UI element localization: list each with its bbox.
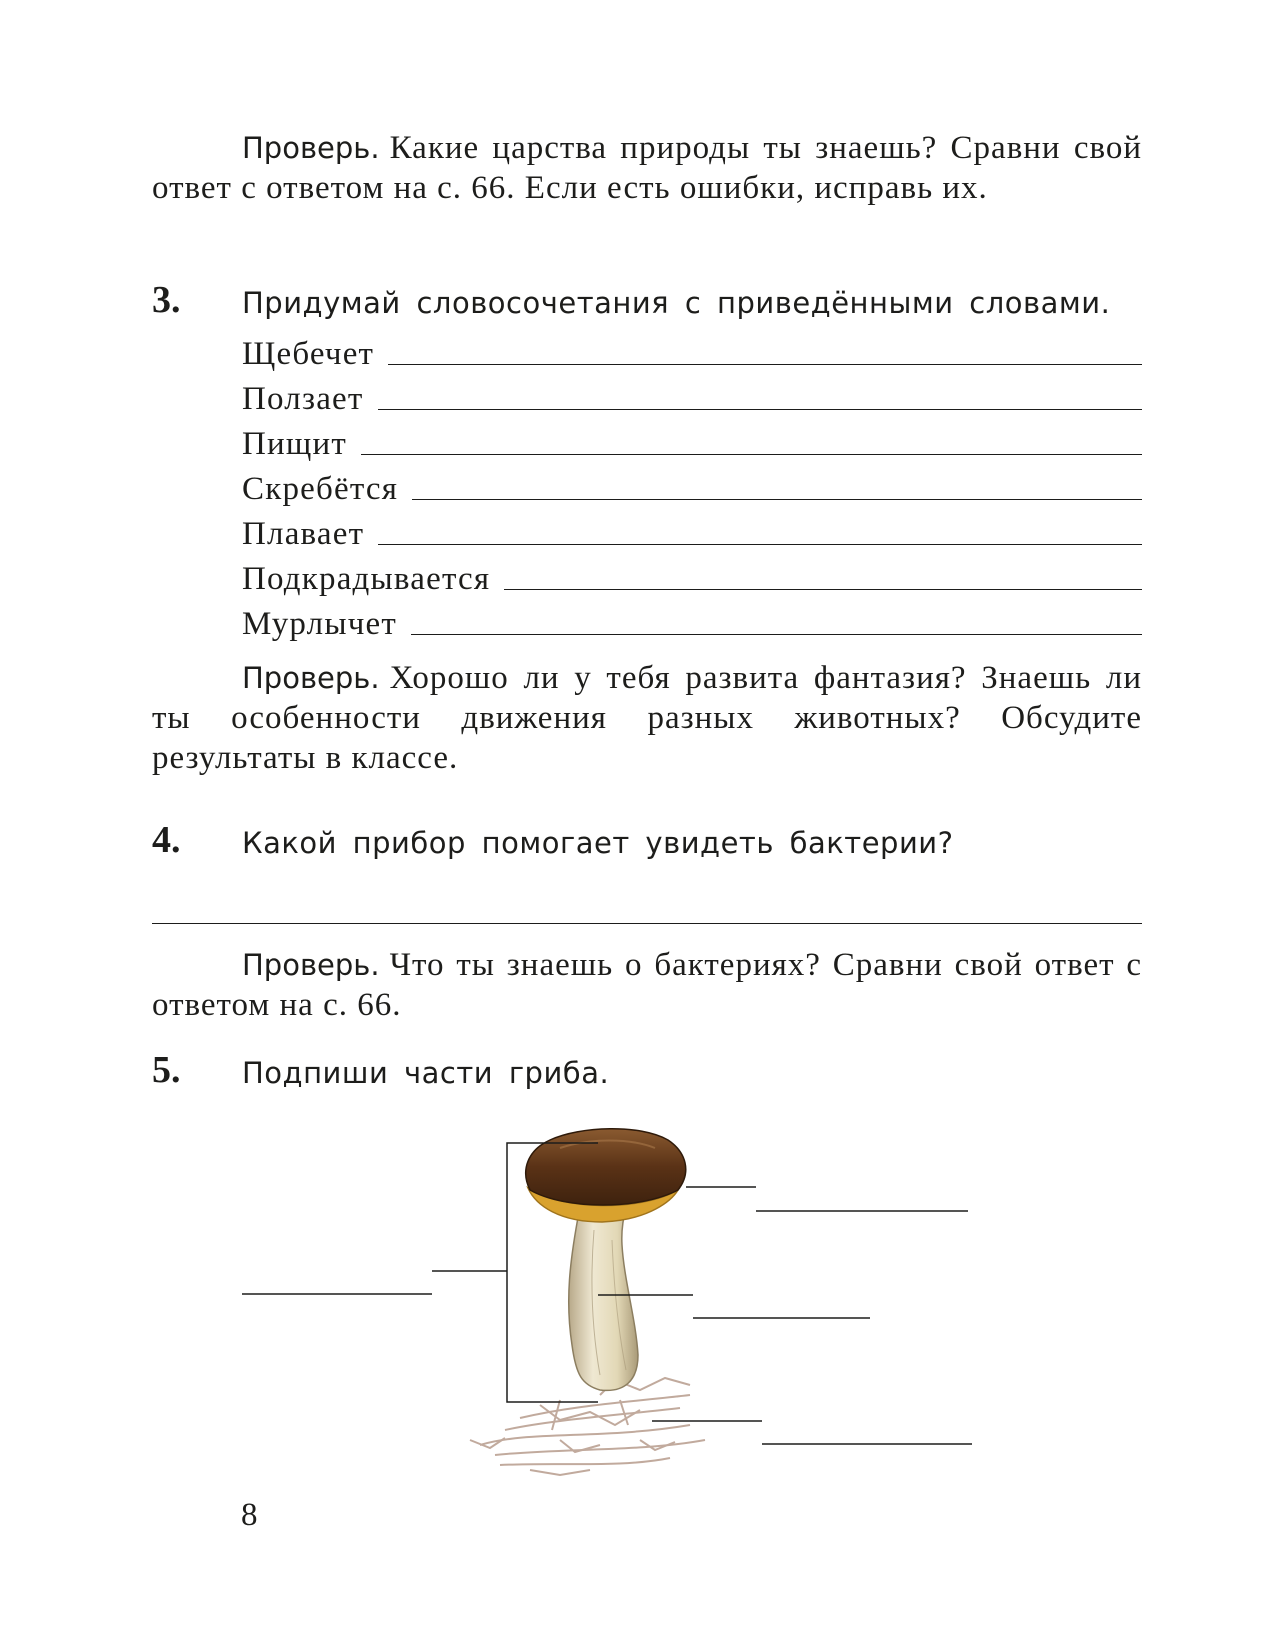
phrase-row [242, 375, 1142, 419]
check-paragraph-3 [152, 945, 1142, 1025]
mycelium [470, 1378, 705, 1475]
mushroom-cap [526, 1129, 686, 1205]
task-3-number: 3. [152, 279, 181, 321]
phrase-word: Мурлычет [242, 606, 397, 642]
task-4-instruction: Какой прибор помогает увидеть бактерии? [242, 826, 954, 860]
check-lead: Проверь. [242, 948, 380, 982]
answer-blank[interactable] [378, 409, 1142, 410]
answer-blank[interactable] [152, 923, 1142, 924]
answer-blank[interactable] [361, 454, 1142, 455]
check-paragraph-1 [152, 128, 1142, 208]
task-5-number: 5. [152, 1049, 181, 1091]
phrase-word: Щебечет [242, 336, 375, 372]
task-3-instruction: Придумай словосочетания с приведёнными словами. [242, 286, 1111, 320]
task-4-number: 4. [152, 819, 181, 861]
check-text: Какие царства природы ты знаешь? Сравни свой ответ с ответом на с. 66. Если есть ошибки, исправь их. [152, 130, 1142, 206]
phrase-row [242, 465, 1142, 509]
check-lead: Проверь. [242, 131, 380, 165]
phrase-row [242, 555, 1142, 599]
answer-blank[interactable] [411, 634, 1142, 635]
phrase-row [242, 600, 1142, 644]
phrase-word: Ползает [242, 381, 364, 417]
check-paragraph-2 [152, 658, 1142, 778]
task-5-instruction: Подпиши части гриба. [242, 1056, 610, 1090]
check-text: Что ты знаешь о бактериях? Сравни свой ответ с ответом на с. 66. [152, 947, 1142, 1023]
page-number: 8 [241, 1497, 258, 1533]
phrase-row [242, 330, 1142, 374]
phrase-word: Скребётся [242, 471, 399, 507]
phrase-row [242, 420, 1142, 464]
phrase-row [242, 510, 1142, 554]
check-lead: Проверь. [242, 661, 380, 695]
phrase-word: Пищит [242, 426, 347, 462]
mushroom-cap-underside [528, 1188, 678, 1222]
check-text: Хорошо ли у тебя развита фантазия? Знаешь ли ты особенности движения разных животных? Обсудите результаты в классе. [152, 660, 1142, 776]
mushroom-stem [569, 1208, 638, 1390]
phrase-word: Плавает [242, 516, 365, 552]
answer-blank[interactable] [388, 364, 1142, 365]
answer-blank[interactable] [412, 499, 1142, 500]
answer-blank[interactable] [504, 589, 1142, 590]
bracket-line [507, 1143, 598, 1402]
phrase-word: Подкрадывается [242, 561, 491, 597]
answer-blank[interactable] [378, 544, 1142, 545]
